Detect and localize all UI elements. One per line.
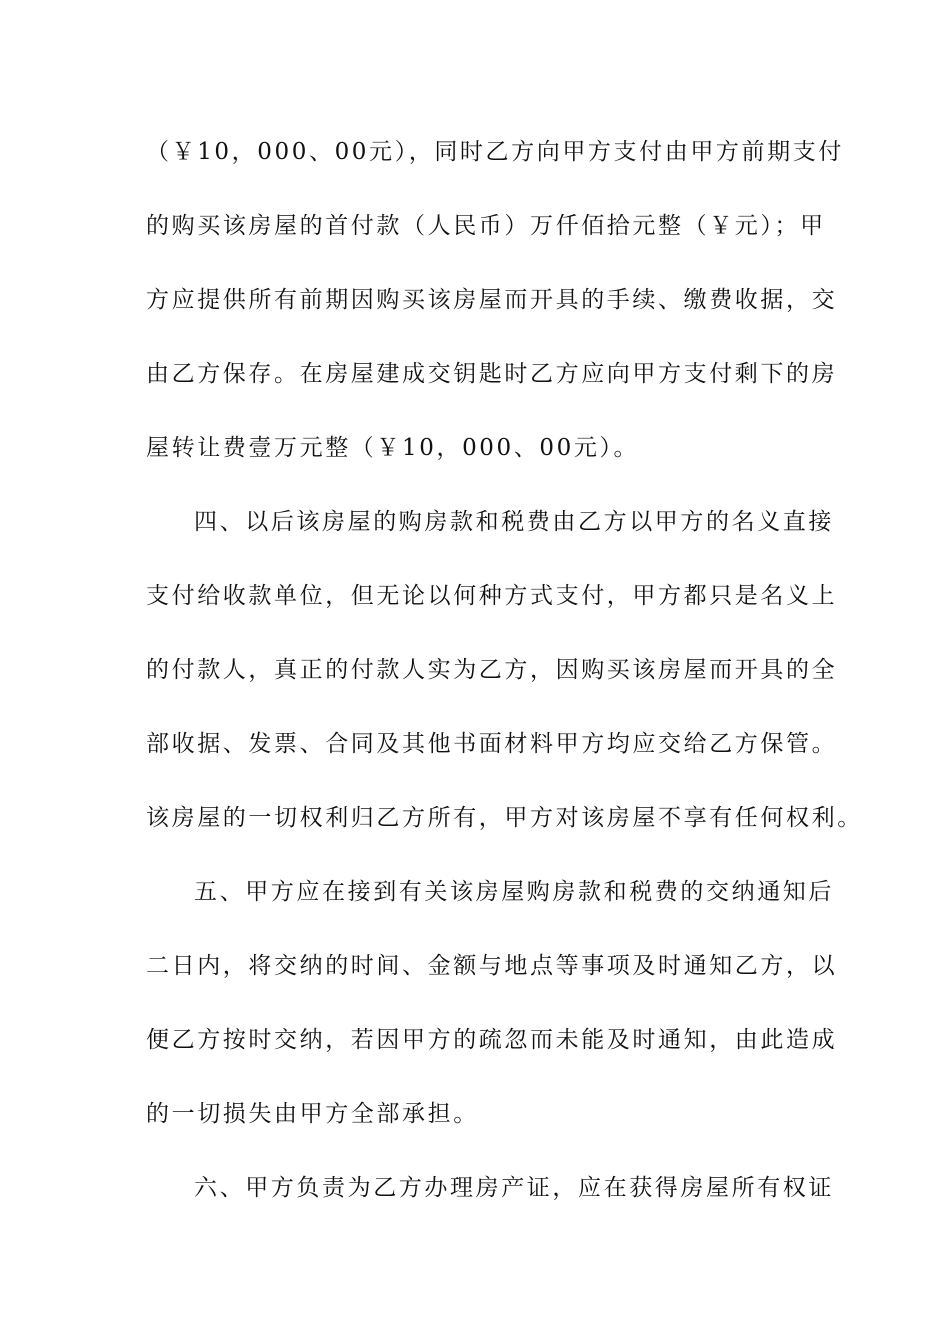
- text-line: （￥10，000、00元），同时乙方向甲方支付由甲方前期支付: [146, 139, 844, 165]
- text-line: 二日内，将交纳的时间、金额与地点等事项及时通知乙方，以: [146, 953, 838, 979]
- paragraph-6-first-line: 六、甲方负责为乙方办理房产证，应在获得房屋所有权证: [194, 1175, 834, 1201]
- text-line: 的付款人，真正的付款人实为乙方，因购买该房屋而开具的全: [146, 657, 838, 683]
- text-line: 由乙方保存。在房屋建成交钥匙时乙方应向甲方支付剩下的房: [146, 361, 838, 387]
- text-line: 该房屋的一切权利归乙方所有，甲方对该房屋不享有任何权利。: [146, 805, 863, 831]
- paragraph-4-first-line: 四、以后该房屋的购房款和税费由乙方以甲方的名义直接: [194, 509, 834, 535]
- text-line: 便乙方按时交纳，若因甲方的疏忽而未能及时通知，由此造成: [146, 1027, 838, 1053]
- text-line: 部收据、发票、合同及其他书面材料甲方均应交给乙方保管。: [146, 731, 838, 757]
- text-line: 支付给收款单位，但无论以何种方式支付，甲方都只是名义上: [146, 583, 838, 609]
- text-line: 方应提供所有前期因购买该房屋而开具的手续、缴费收据，交: [146, 287, 838, 313]
- text-line: 的一切损失由甲方全部承担。: [146, 1101, 479, 1127]
- text-line: 的购买该房屋的首付款（人民币）万仟佰拾元整（￥元）；甲: [146, 213, 826, 239]
- text-line: 屋转让费壹万元整（￥10，000、00元）。: [146, 435, 640, 461]
- paragraph-5-first-line: 五、甲方应在接到有关该房屋购房款和税费的交纳通知后: [194, 879, 834, 905]
